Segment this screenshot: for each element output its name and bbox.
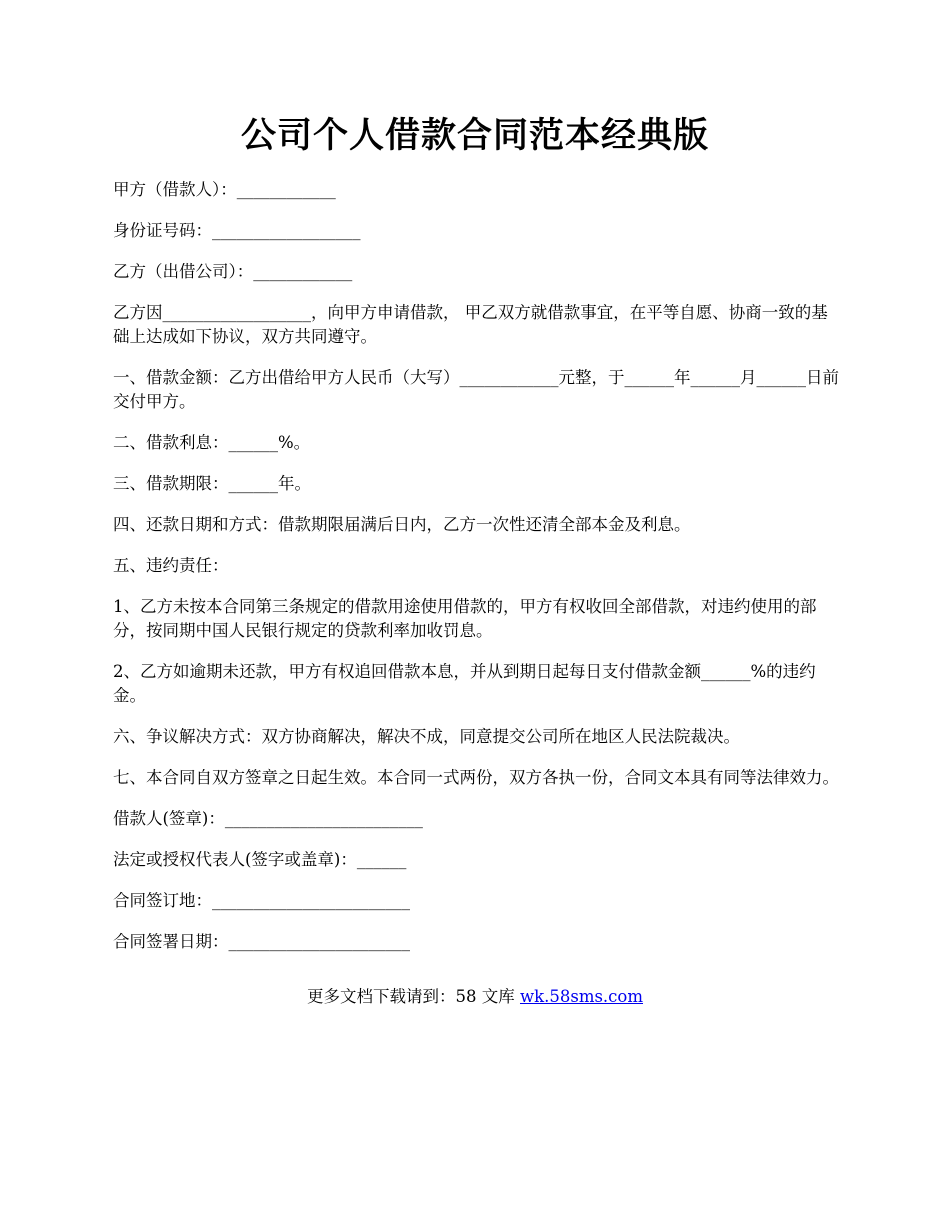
download-footer xyxy=(0,985,950,1009)
signing-date-line: 合同签署日期：______________________ xyxy=(113,932,410,951)
borrower-signature-line: 借款人(签章)：________________________ xyxy=(113,809,423,828)
document-body xyxy=(113,178,841,971)
clause-interest: 二、借款利息：______%。 xyxy=(113,433,311,452)
preamble-paragraph: 乙方因__________________，向甲方申请借款， 甲乙双方就借款事宜，在平等自愿、协商一致的基础上达成如下协议，双方共同遵守。 xyxy=(113,303,828,346)
footer-link[interactable]: wk.58sms.com xyxy=(519,987,643,1006)
clause-liability-heading: 五、违约责任： xyxy=(113,556,229,575)
clause-dispute: 六、争议解决方式：双方协商解决，解决不成，同意提交公司所在地区人民法院裁决。 xyxy=(113,727,740,746)
liability-item-1: 1、乙方未按本合同第三条规定的借款用途使用借款的，甲方有权收回全部借款，对违约使用的部分，按同期中国人民银行规定的贷款利率加收罚息。 xyxy=(113,597,817,640)
party-a-line: 甲方（借款人）：____________ xyxy=(113,180,336,199)
document-title: 公司个人借款合同范本经典版 xyxy=(240,115,709,156)
representative-signature-line: 法定或授权代表人(签字或盖章)：______ xyxy=(113,850,407,869)
liability-item-2: 2、乙方如逾期未还款，甲方有权追回借款本息，并从到期日起每日支付借款金额______%的违约金。 xyxy=(113,662,816,705)
party-b-line: 乙方（出借公司）：____________ xyxy=(113,262,353,281)
footer-text: 更多文档下载请到：58 文库 xyxy=(306,987,520,1006)
id-number-line: 身份证号码：__________________ xyxy=(113,221,361,240)
clause-term: 三、借款期限：______年。 xyxy=(113,474,311,493)
signing-place-line: 合同签订地：________________________ xyxy=(113,891,410,910)
clause-effective: 七、本合同自双方签章之日起生效。本合同一式两份，双方各执一份，合同文本具有同等法律效力。 xyxy=(113,768,839,787)
clause-loan-amount: 一、借款金额：乙方出借给甲方人民币（大写）____________元整，于______年______月______日前交付甲方。 xyxy=(113,368,839,411)
clause-repayment: 四、还款日期和方式：借款期限届满后日内，乙方一次性还清全部本金及利息。 xyxy=(113,515,691,534)
